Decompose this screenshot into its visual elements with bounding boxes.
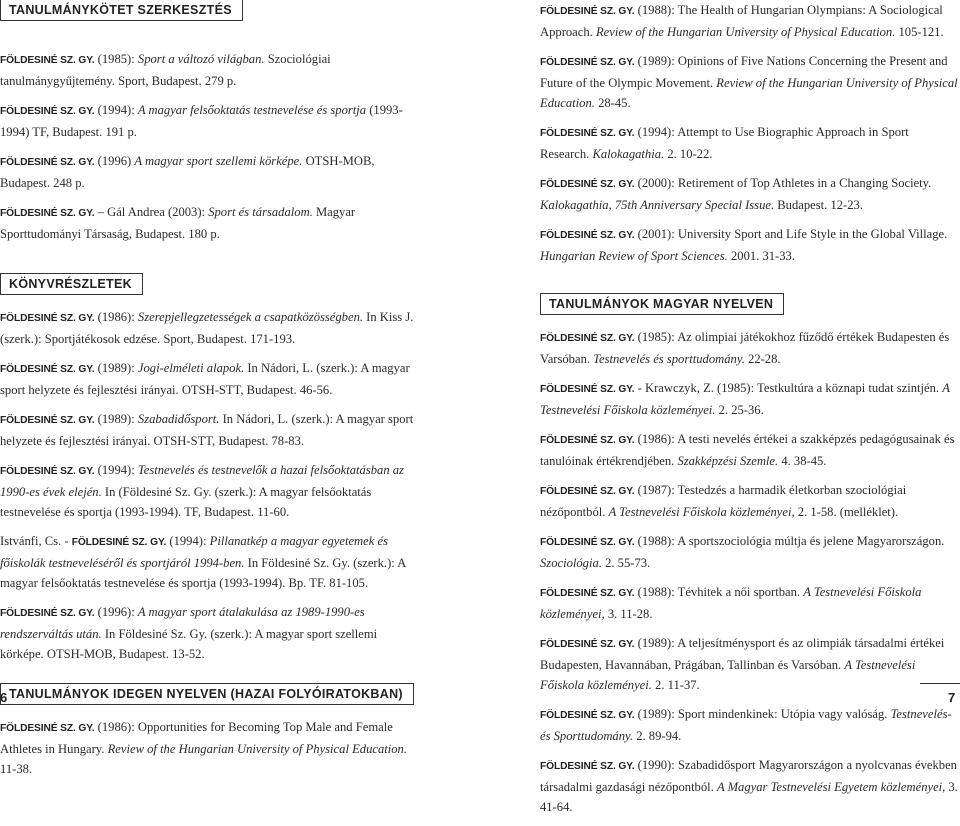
entry-text: 2. 10-22. [664, 147, 713, 161]
entry-text: (1994): Attempt to Use Biographic Approach in Sport Research. [540, 125, 909, 161]
entries-konyvreszletek [0, 307, 422, 664]
bibliography-entry [540, 224, 960, 266]
entry-text: (1989): [94, 412, 138, 426]
entry-title: A magyar felsőoktatás testnevelése és sportja [137, 103, 367, 117]
entry-text: 11-38. [0, 762, 33, 776]
entry-text: (1986): A testi nevelés értékei a szakképzés pedagógusainak és tanulóinak értékrendjében. [540, 432, 955, 468]
entry-author: FÖLDESINÉ SZ. GY. [540, 230, 635, 241]
entry-author: FÖLDESINÉ SZ. GY. [540, 537, 635, 548]
entry-title: Kalokagathia. [592, 147, 665, 161]
entry-title: A Testnevelési Főiskola közleményei. [540, 381, 950, 417]
entry-text: - Krawczyk, Z. (1985): Testkultúra a köznapi tudat szintjén. [634, 381, 943, 395]
entry-text: In (Földesiné Sz. Gy. (szerk.): A magyar felsőoktatás testnevelése és sportja (1993-1994). TF, Budapest. 11-60. [0, 485, 372, 519]
bibliography-entry [540, 0, 960, 42]
entry-text: (1994): [166, 534, 210, 548]
entry-text: (1988): Tévhitek a női sportban. [634, 585, 804, 599]
entry-author: FÖLDESINÉ SZ. GY. [540, 179, 635, 190]
entry-text: Magyar Sporttudományi Társaság, Budapest. 180 p. [0, 205, 356, 241]
entry-text: 2. 1-58. (melléklet). [794, 505, 899, 519]
entry-title: Testnevelés- és Sporttudomány. [540, 707, 952, 743]
entry-title: Kalokagathia, 75th Anniversary Special Issue. [540, 198, 775, 212]
bibliography-entry [0, 49, 422, 91]
bibliography-entry [540, 378, 960, 420]
entry-title: Review of the Hungarian University of Physical Education. [107, 742, 407, 756]
entry-text: 105-121. [895, 25, 944, 39]
bibliography-entry [0, 358, 422, 400]
entry-text: (1988): The Health of Hungarian Olympians: A Sociological Approach. [540, 3, 943, 39]
page-number-left: 6 [0, 690, 8, 705]
entry-text: (1989): A teljesítménysport és az olimpiák társadalmi értékei Budapesten, Havannában, Prágában, Tallinban és Varsóban. [540, 636, 945, 672]
entry-title: A Testnevelési Főiskola közleményei, [608, 505, 795, 519]
entry-text: (1988): A sportszociológia múltja és jelene Magyarországon. [634, 534, 945, 548]
bibliography-entry [540, 531, 960, 573]
bibliography-entry [0, 460, 422, 522]
entry-title: Jogi-elméleti alapok. [137, 361, 245, 375]
bibliography-entry [540, 51, 960, 113]
entry-author: FÖLDESINÉ SZ. GY. [540, 6, 635, 17]
bibliography-entry [0, 151, 422, 193]
bibliography-entry [540, 755, 960, 817]
entry-text: 2001. 31-33. [727, 249, 795, 263]
entry-text: In Kiss J. (szerk.): Sportjátékosok edzése. Sport, Budapest. 171-193. [0, 310, 414, 346]
entry-text: 3. 41-64. [540, 780, 958, 814]
entry-title: Szakképzési Szemle. [677, 454, 779, 468]
entry-text: In Nádori, L. (szerk.): A magyar sport helyzete és fejlesztési irányai. OTSH-STT, Budapest. 46-56. [0, 361, 410, 397]
bibliography-entry [0, 717, 422, 779]
bibliography-entry [0, 531, 422, 593]
entry-text: (1994): [94, 103, 138, 117]
entry-text: 2. 11-37. [651, 678, 700, 692]
entry-text: 4. 38-45. [778, 454, 827, 468]
entry-author: FÖLDESINÉ SZ. GY. [540, 57, 635, 68]
entry-title: Szabadidősport. [137, 412, 220, 426]
page-number-right: 7 [948, 690, 956, 705]
entry-text: 28-45. [594, 96, 631, 110]
entry-title: Pillanatkép a magyar egyetemek és főiskolák testneveléséről és sportjáról 1994-ben. [0, 534, 388, 570]
entry-title: Review of the Hungarian University of Physical Education. [540, 76, 958, 110]
entries-tanulmanykotet [0, 49, 422, 244]
entry-text: (1986): [94, 310, 138, 324]
bibliography-entry [540, 704, 960, 746]
entry-text: (1994): [94, 463, 138, 477]
bibliography-entry [540, 122, 960, 164]
right-page [540, 0, 960, 826]
page-rule-right [920, 683, 960, 684]
bibliography-entry [540, 582, 960, 624]
entry-text: – Gál Andrea (2003): [94, 205, 209, 219]
entry-author: FÖLDESINÉ SZ. GY. [0, 608, 95, 619]
entry-title: Review of the Hungarian University of Physical Education. [595, 25, 896, 39]
entry-title: Testnevelés és sporttudomány. [593, 352, 745, 366]
entry-text: (1985): Az olimpiai játékokhoz fűződő értékek Budapesten és Varsóban. [540, 330, 950, 366]
entry-text: In Földesiné Sz. Gy. (szerk.): A magyar sport szellemi körképe. OTSH-MOB, Budapest. 13-52. [0, 627, 378, 661]
entry-author: FÖLDESINÉ SZ. GY. [540, 639, 635, 650]
page-rule-left [0, 683, 40, 684]
entry-text: Budapest. 12-23. [774, 198, 863, 212]
entry-title: Testnevelés és testnevelők a hazai felsőoktatásban az 1990-es évek elején. [0, 463, 404, 499]
entry-title: A Magyar Testnevelési Egyetem közleményei, [716, 780, 946, 794]
entry-author: FÖLDESINÉ SZ. GY. [0, 157, 95, 168]
bibliography-entry [0, 307, 422, 349]
entry-author: FÖLDESINÉ SZ. GY. [540, 333, 635, 344]
entry-text: In Földesiné Sz. Gy. (szerk.): A magyar felsőoktatás testnevelése és sportja (1993-1994). Bp. TF. 81-105. [0, 556, 406, 590]
entry-text: (1987): Testedzés a harmadik életkorban szociológiai nézőpontból. [540, 483, 907, 519]
entry-text: 3. 11-28. [604, 607, 653, 621]
entry-author: FÖLDESINÉ SZ. GY. [540, 435, 635, 446]
entry-text: (1990): Szabadidősport Magyarországon a nyolcvanas években társadalmi gazdasági nézőpontból. [540, 758, 957, 794]
entry-text: (1989): [94, 361, 138, 375]
entry-title: Sport a változó világban. [137, 52, 265, 66]
section-heading-tanulmanykotet: TANULMÁNYKÖTET SZERKESZTÉS [0, 0, 243, 21]
entry-text: (1985): [94, 52, 138, 66]
entry-author: FÖLDESINÉ SZ. GY. [0, 55, 95, 66]
entry-author: FÖLDESINÉ SZ. GY. [540, 384, 635, 395]
section-heading-magyar-nyelven: TANULMÁNYOK MAGYAR NYELVEN [540, 293, 784, 315]
entry-text: (1996): [94, 605, 138, 619]
entry-author: FÖLDESINÉ SZ. GY. [540, 588, 635, 599]
entry-title: Szerepjellegzetességek a csapatközösségben. [137, 310, 364, 324]
entry-title: A magyar sport szellemi körképe. [134, 154, 303, 168]
entry-text: (1986): Opportunities for Becoming Top Male and Female Athletes in Hungary. [0, 720, 393, 756]
entry-text: 2. 25-36. [715, 403, 764, 417]
bibliography-entry [540, 633, 960, 695]
entry-author: FÖLDESINÉ SZ. GY. [0, 364, 95, 375]
entry-title: Hungarian Review of Sport Sciences. [540, 249, 728, 263]
entry-text: 2. 55-73. [601, 556, 651, 570]
section-heading-konyvreszletek: KÖNYVRÉSZLETEK [0, 273, 143, 295]
entry-title: Sport és társadalom. [208, 205, 313, 219]
bibliography-entry [540, 173, 960, 215]
entry-text: (2000): Retirement of Top Athletes in a Changing Society. [634, 176, 932, 190]
bibliography-entry [540, 480, 960, 522]
bibliography-entry [540, 327, 960, 369]
entry-text: Szociológiai tanulmánygyűjtemény. Sport, Budapest. 279 p. [0, 52, 331, 88]
entry-author: FÖLDESINÉ SZ. GY. [540, 486, 635, 497]
bibliography-entry [540, 429, 960, 471]
bibliography-entry [0, 202, 422, 244]
entry-author: FÖLDESINÉ SZ. GY. [0, 106, 95, 117]
entries-idegen-nyelven [0, 717, 422, 779]
entry-author: FÖLDESINÉ SZ. GY. [0, 723, 95, 734]
entry-prefix: Istvánfi, Cs. - [0, 534, 72, 548]
entry-author: FÖLDESINÉ SZ. GY. [540, 761, 635, 772]
entry-text: (1989): Opinions of Five Nations Concerning the Present and Future of the Olympic Movement. [540, 54, 948, 90]
entry-author: FÖLDESINÉ SZ. GY. [0, 313, 95, 324]
bibliography-entry [0, 602, 422, 664]
entries-idegen-nyelven-continued [540, 0, 960, 266]
entry-text: 2. 89-94. [633, 729, 682, 743]
entry-text: 22-28. [744, 352, 781, 366]
entry-text: OTSH-MOB, Budapest. 248 p. [0, 154, 375, 190]
entry-author: FÖLDESINÉ SZ. GY. [0, 208, 95, 219]
entry-author: FÖLDESINÉ SZ. GY. [540, 710, 635, 721]
entry-text: (1993-1994) TF, Budapest. 191 p. [0, 103, 403, 139]
entries-magyar-nyelven [540, 327, 960, 817]
entry-author: FÖLDESINÉ SZ. GY. [0, 415, 95, 426]
entry-author: FÖLDESINÉ SZ. GY. [540, 128, 635, 139]
entry-title: A Testnevelési Főiskola közleményei. [540, 658, 916, 692]
bibliography-entry [0, 409, 422, 451]
entry-title: A magyar sport átalakulása az 1989-1990-es rendszerváltás után. [0, 605, 365, 641]
left-page [0, 0, 422, 788]
entry-author: FÖLDESINÉ SZ. GY. [71, 537, 167, 548]
entry-text: (1989): Sport mindenkinek: Utópia vagy valóság. [634, 707, 891, 721]
entry-author: FÖLDESINÉ SZ. GY. [0, 466, 95, 477]
entry-text: (1996) [94, 154, 135, 168]
entry-title: Szociológia. [540, 556, 602, 570]
entry-title: A Testnevelési Főiskola közleményei, [540, 585, 922, 621]
bibliography-entry [0, 100, 422, 142]
entry-text: (2001): University Sport and Life Style in the Global Village. [634, 227, 948, 241]
entry-text: In Nádori, L. (szerk.): A magyar sport helyzete és fejlesztési irányai. OTSH-STT, Budapest. 78-83. [0, 412, 414, 448]
section-heading-idegen-nyelven: TANULMÁNYOK IDEGEN NYELVEN (HAZAI FOLYÓIRATOKBAN) [0, 683, 414, 705]
